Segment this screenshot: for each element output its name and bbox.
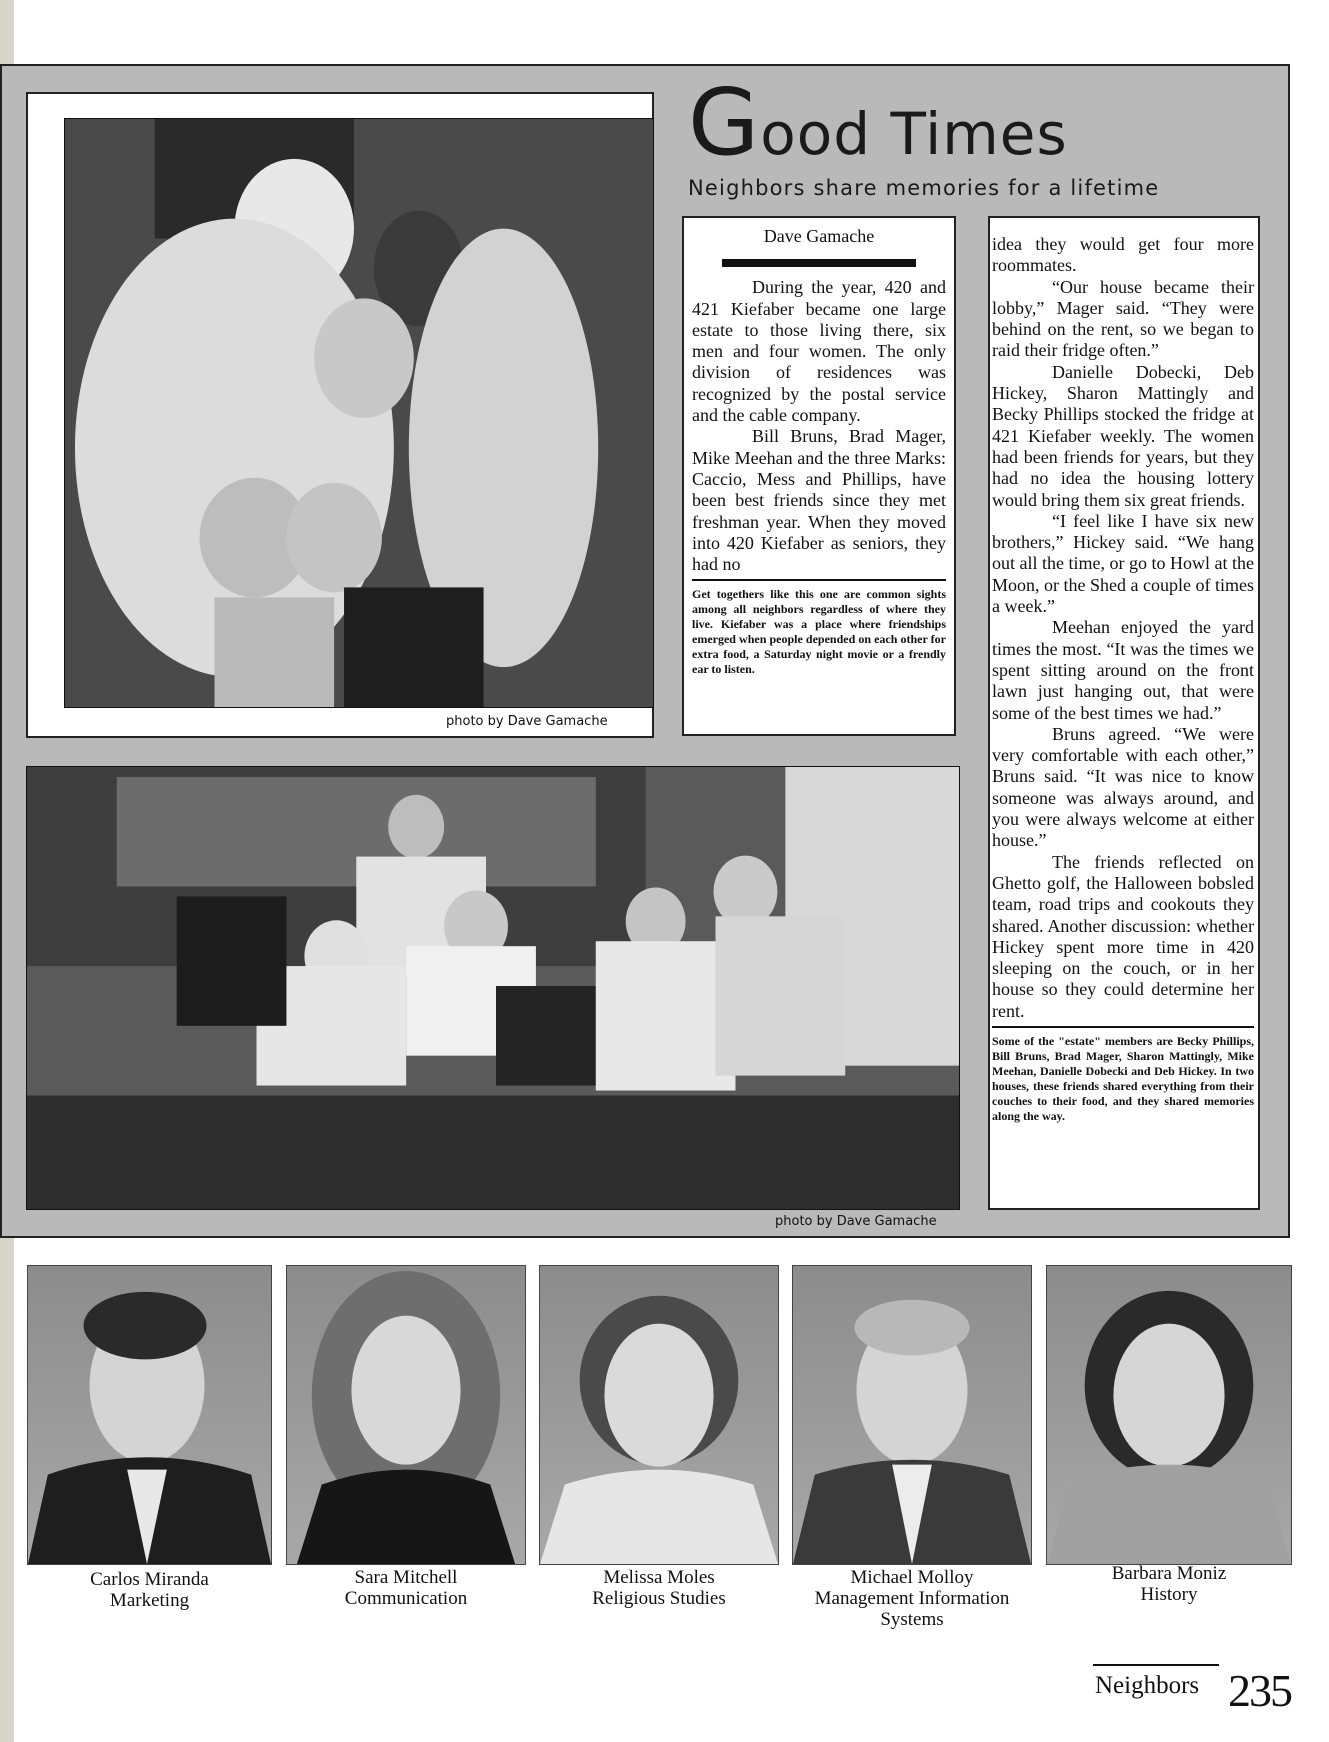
student-name: Melissa Moles [603, 1567, 715, 1588]
photo-caption-top: Get togethers like this one are common sights among all neighbors regardless of where they live. Kiefaber was a place where friendships emerged when people depended on each other for extra food, a Saturday night movie or a frendly ear to listen. [692, 587, 946, 677]
paragraph: Bill Bruns, Brad Mager, Mike Meehan and the three Marks: Caccio, Mess and Phillips, have been best friends since they met freshman year. When they moved into 420 Kiefaber as seniors, they had no [692, 426, 946, 575]
student-name: Carlos Miranda [90, 1569, 209, 1590]
student-major: History [1140, 1584, 1198, 1605]
portrait-photo [27, 1265, 272, 1565]
portrait-photo [792, 1265, 1032, 1565]
headline-rest: ood Times [760, 100, 1068, 168]
student-major: Management Information Systems [814, 1588, 1010, 1630]
portrait-name [286, 1567, 526, 1609]
photo-credit-bottom: photo by Dave Gamache [775, 1214, 937, 1229]
headline-initial: G [688, 69, 761, 176]
student-name: Barbara Moniz [1111, 1563, 1227, 1584]
student-name: Sara Mitchell [354, 1567, 458, 1588]
student-major: Communication [344, 1588, 468, 1609]
top-photo-frame [26, 92, 654, 738]
paragraph: “I feel like I have six new brothers,” Hickey said. “We hang out all the time, or go to Howl at the Moon, or the Shed a couple of times a week.” [992, 510, 1254, 617]
portrait-name [1046, 1563, 1292, 1605]
paragraph: The friends reflected on Ghetto golf, the Halloween bobsled team, road trips and cookouts they shared. Another discussion: whether Hickey spent more time in 420 sleeping on the couch, or in her house so they could determine her rent. [992, 851, 1254, 1021]
portrait-photo [539, 1265, 779, 1565]
photo-caption-bottom: Some of the "estate" members are Becky Phillips, Bill Bruns, Brad Mager, Sharon Mattingly, Mike Meehan, Danielle Dobecki and Deb Hickey. In two houses, these friends shared everything from their couches to their food, and they shared memories along the way. [992, 1033, 1254, 1123]
byline: Dave Gamache [763, 226, 875, 246]
portrait-name [539, 1567, 779, 1609]
page-number: 235 [1228, 1665, 1291, 1716]
group-photo-bottom [26, 766, 960, 1210]
paragraph: Danielle Dobecki, Deb Hickey, Sharon Mattingly and Becky Phillips stocked the fridge at 421 Kiefaber weekly. The women had been friends for years, but they had no idea the housing lottery would bring them six great friends. [992, 361, 1254, 510]
section-name: Neighbors [1095, 1672, 1200, 1699]
portrait-photo [1046, 1265, 1292, 1565]
group-photo-top [64, 118, 654, 708]
paragraph: idea they would get four more roommates. [992, 234, 1254, 276]
article-column-2 [988, 216, 1260, 1210]
footer-rule [1093, 1664, 1219, 1666]
article-column-1 [682, 216, 956, 736]
subheadline: Neighbors share memories for a lifetime [688, 176, 1160, 200]
caption-rule [992, 1026, 1254, 1028]
portrait-name [792, 1567, 1032, 1630]
student-major: Religious Studies [592, 1588, 726, 1609]
portrait-photo [286, 1265, 526, 1565]
paragraph: During the year, 420 and 421 Kiefaber became one large estate to those living there, six men and four women. The only division of residences was recognized by the postal service and the cable company. [692, 277, 946, 426]
photo-credit-top: photo by Dave Gamache [446, 714, 608, 729]
paragraph: Bruns agreed. “We were very comfortable with each other,” Bruns said. “It was nice to know someone was always around, and you were always welcome at either house.” [992, 723, 1254, 851]
student-major: Marketing [109, 1590, 190, 1611]
paragraph: “Our house became their lobby,” Mager said. “They were behind on the rent, so we began to raid their fridge often.” [992, 276, 1254, 361]
portrait-name [27, 1569, 272, 1611]
headline [688, 69, 1068, 176]
paragraph: Meehan enjoyed the yard times the most. “It was the times we spent sitting around on the front lawn just hanging out, that were some of the best times we had.” [992, 617, 1254, 723]
student-name: Michael Molloy [850, 1567, 974, 1588]
caption-rule [692, 579, 946, 581]
byline-rule [722, 259, 916, 267]
